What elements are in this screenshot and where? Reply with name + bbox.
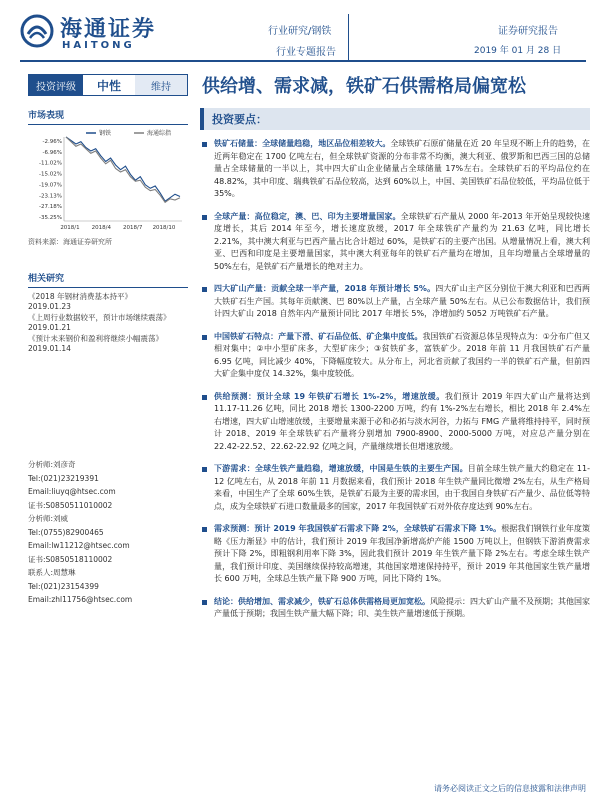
related-research bbox=[28, 271, 188, 353]
analyst-email[interactable]: Email:lw11212@htsec.com bbox=[28, 541, 130, 550]
key-point-item bbox=[200, 463, 590, 513]
related-item-title: 《预计未来钢价和盈利将继续小幅震荡》 bbox=[28, 334, 163, 343]
bullet-icon bbox=[202, 527, 207, 532]
key-point-lead: 四大矿山产量：贡献全球一半产量，2018 年预计增长 5%。 bbox=[214, 284, 436, 293]
analyst-tel: Tel:(021)23154399 bbox=[28, 581, 99, 591]
key-point-text: 我国铁矿石资源总体呈现特点为：①分布广但又相对集中；②中小型矿床多，大型矿床少；③贫铁矿多，富铁矿少。2018 年前 11 月我国铁矿石产量 6.95 亿吨，同比减少 40%，下降幅度较大。从分布上，河北省贡献了我国约一半的铁矿石产量，但前四大矿企集中度仅 14.32%，集中度较低。 bbox=[214, 331, 590, 378]
analyst-cert: 证书:S0850518110002 bbox=[28, 554, 113, 564]
market-chart bbox=[28, 125, 188, 235]
analyst-name: 联系人:周慧琳 bbox=[28, 568, 76, 577]
legend-label: 海通综指 bbox=[147, 130, 172, 137]
y-tick-label: -19.07% bbox=[39, 182, 62, 189]
report-category: 行业研究/钢铁 bbox=[268, 26, 332, 37]
key-point-text: 四大矿山主产区分别位于澳大利亚和巴西两大铁矿石生产国。其每年贡献澳、巴 80%以上产量，占全球产量 50%左右。从已公布数据估计，我们预计四大矿山 2018 自然年内产量预计同比 2017 年增长 5%，净增加约 5052 万吨铁矿石产量。 bbox=[214, 284, 591, 318]
main-content bbox=[200, 108, 590, 631]
header-separator bbox=[348, 14, 349, 60]
bullet-icon bbox=[202, 142, 207, 147]
rating-action: 维持 bbox=[135, 75, 187, 95]
key-point-lead: 需求预测：预计 2019 年我国铁矿石需求下降 2%，全球铁矿石需求下降 1%。 bbox=[214, 524, 502, 533]
analyst-contacts bbox=[28, 458, 188, 607]
key-point-text: 根据我们钢铁行业年度策略《压力渐显》中的估计，我们预计 2019 年我国净新增高炉产能 1500 万吨以上，但钢铁下游消费需求预计下降 2%，即粗钢利用率下降 3%，因此我们预计 2019 年生铁产量下降 2%左右。考虑全球生铁产量，我们预计印度、美国继续保持较高增速，其他国家增速保持持平，预计 2019 年其他国家生铁产量增长 600 万吨，全球总生铁产量下降 900 万吨，同比下降约 1%。 bbox=[214, 524, 590, 583]
bullet-icon bbox=[202, 215, 207, 220]
rating-value: 中性 bbox=[83, 75, 135, 95]
bullet-icon bbox=[202, 335, 207, 340]
key-point-text: 全球铁矿石原矿储量在近 20 年呈现不断上升的趋势，在近两年稳定在 1700 亿吨左右，但全球铁矿资源的分布非常不均衡，澳大利亚、俄罗斯和巴西三国的总储量占全球储量的一半以上，其中四大矿山企业储量占全球储量 17%左右。全球铁矿石的平均品位约在 48.82%，其中印度、瑞典铁矿石品位较高，达到 60%以上，中国、美国铁矿石品位较低，平均品位低于 35%。 bbox=[214, 139, 591, 198]
y-tick-label: -23.13% bbox=[39, 193, 62, 200]
bullet-icon bbox=[202, 600, 207, 605]
key-point-item bbox=[200, 391, 590, 454]
legend-label: 钢铁 bbox=[99, 130, 112, 137]
key-point-item bbox=[200, 211, 590, 274]
rating-label: 投资评级 bbox=[29, 75, 83, 95]
x-tick-label: 2018/1 bbox=[60, 225, 80, 231]
y-tick-label: -15.02% bbox=[39, 171, 62, 178]
investment-rating bbox=[28, 74, 188, 96]
report-date: 2019 年 01 月 28 日 bbox=[474, 46, 562, 56]
analyst-tel: Tel:(021)23219391 bbox=[28, 473, 99, 483]
analyst-tel: Tel:(0755)82900465 bbox=[28, 527, 104, 537]
key-point-text: 全球铁矿石产量从 2000 年-2013 年开始呈现较快速度增长，其后 2014 年至今，增长速度放缓，2017 年全球铁矿产量约为 21.63 亿吨，同比增长 2.21%，其中澳大利亚与巴西产量占比合计超过 60%，是铁矿石的主要产出国。从增量情况上看，澳大利亚、巴西和印度是主要增量国家，其中澳大利亚每年的铁矿石产量均在增加，且年均增量占全球增量的 50%左右，是铁矿石产量增长的绝对主力。 bbox=[214, 211, 590, 271]
footer-disclaimer: 请务必阅读正文之后的信息披露和法律声明 bbox=[434, 784, 586, 793]
key-point-text: 风险提示：四大矿山产量不及预期；其他国家产量低于预期；我国生铁产量大幅下降；印、美生铁产量增速低于预期。 bbox=[214, 596, 590, 618]
chart-source: 资料来源：海通证券研究所 bbox=[28, 238, 112, 246]
bullet-icon bbox=[202, 395, 207, 400]
related-item[interactable] bbox=[28, 333, 188, 353]
report-kind: 证券研究报告 bbox=[498, 26, 558, 37]
related-item-title: 《上周行业数据较平，预计市场继续震荡》 bbox=[28, 313, 171, 322]
analyst-name: 分析师:刘彦奇 bbox=[28, 460, 76, 469]
related-item-date: 2019.01.23 bbox=[28, 302, 71, 311]
x-tick-label: 2018/10 bbox=[152, 225, 176, 231]
key-point-lead: 结论：供给增加、需求减少，铁矿石总体供需格局更加宽松。 bbox=[214, 596, 430, 606]
y-tick-label: -6.96% bbox=[42, 149, 62, 156]
analyst-name: 分析师:刘威 bbox=[28, 514, 69, 523]
key-point-lead: 供给预测：预计全球 19 年铁矿石增长 1%-2%，增速放缓。 bbox=[214, 391, 445, 401]
bullet-icon bbox=[202, 467, 207, 472]
key-point-text: 目前全球生铁产量大约稳定在 11-12 亿吨左右，从 2018 年前 11 月数据来看，我们预计 2018 年生铁产量同比微增 2%左右，从生产格局来看，中国生产了全球 60%生铁，是铁矿石最为主要的需求国，由于我国自身铁矿石产量少、品位低等特点，成为全球铁矿石进口数量最多的国家，2017 年我国铁矿石对外依存度达到 90%左右。 bbox=[214, 464, 590, 511]
analyst-email[interactable]: Email:liuyq@htsec.com bbox=[28, 487, 116, 496]
header-rule bbox=[20, 60, 586, 62]
x-tick-label: 2018/4 bbox=[91, 225, 112, 231]
series-line-index bbox=[66, 137, 180, 202]
related-item-title: 《2018 年钢材消费基本持平》 bbox=[28, 292, 132, 301]
y-tick-label: -2.96% bbox=[42, 139, 62, 145]
x-tick-label: 2018/7 bbox=[122, 225, 143, 231]
key-point-item bbox=[200, 283, 590, 321]
key-points-heading: 投资要点： bbox=[200, 108, 590, 130]
key-point-item bbox=[200, 331, 590, 381]
y-tick-label: -27.18% bbox=[39, 204, 62, 211]
sidebar bbox=[28, 108, 188, 354]
key-points-list bbox=[200, 138, 590, 621]
market-section-title: 市场表现 bbox=[28, 108, 188, 125]
y-tick-label: -35.25% bbox=[39, 215, 62, 221]
haitong-logo-icon bbox=[20, 14, 54, 48]
bullet-icon bbox=[202, 287, 207, 292]
report-type: 行业专题报告 bbox=[276, 47, 336, 58]
logo-chinese-name: 海通证券 bbox=[60, 16, 157, 42]
related-section-title: 相关研究 bbox=[28, 271, 188, 288]
haitong-logo bbox=[20, 10, 170, 54]
analyst-email[interactable]: Email:zhl11756@htsec.com bbox=[28, 595, 133, 604]
related-item[interactable] bbox=[28, 291, 188, 311]
report-title: 供给增、需求减，铁矿石供需格局偏宽松 bbox=[202, 76, 526, 97]
related-item-date: 2019.01.14 bbox=[28, 344, 71, 353]
market-chart-svg bbox=[28, 125, 188, 235]
y-tick-label: -11.02% bbox=[39, 160, 62, 167]
key-point-item bbox=[200, 596, 590, 621]
key-point-lead: 下游需求：全球生铁产量趋稳，增速放缓，中国是生铁的主要生产国。 bbox=[214, 464, 468, 473]
key-point-text: 我们预计 2019 年四大矿山产量将达到 11.17-11.26 亿吨，同比 2018 增长 1300-2200 万吨，约有 1%-2%左右增长，相比 2018 年 2.4%左右增速，四大矿山增速放缓，主要增量来源于必和必拓与淡水河谷，力拓与 FMG 产量将维持持平，同时预计 2018、2019 年全球铁矿石产量将分别增加 7900-8900、2000-5000 万吨，对应总产量分别在 22.42-22.52、22.62-22.92 亿吨之间，产量继续增长但增速放缓。 bbox=[214, 391, 590, 451]
key-point-item bbox=[200, 138, 590, 201]
logo-english-name: HAITONG bbox=[62, 40, 135, 51]
key-point-lead: 中国铁矿石特点：产量下滑、矿石品位低、矿企集中度低。 bbox=[214, 331, 423, 341]
key-point-lead: 铁矿石储量：全球储量趋稳，地区品位相差较大。 bbox=[214, 139, 391, 148]
related-item[interactable] bbox=[28, 312, 188, 332]
key-point-item bbox=[200, 523, 590, 586]
related-item-date: 2019.01.21 bbox=[28, 323, 71, 332]
analyst-cert: 证书:S0850511010002 bbox=[28, 500, 113, 510]
key-point-lead: 全球产量：高位稳定，澳、巴、印为主要增量国家。 bbox=[214, 211, 401, 221]
